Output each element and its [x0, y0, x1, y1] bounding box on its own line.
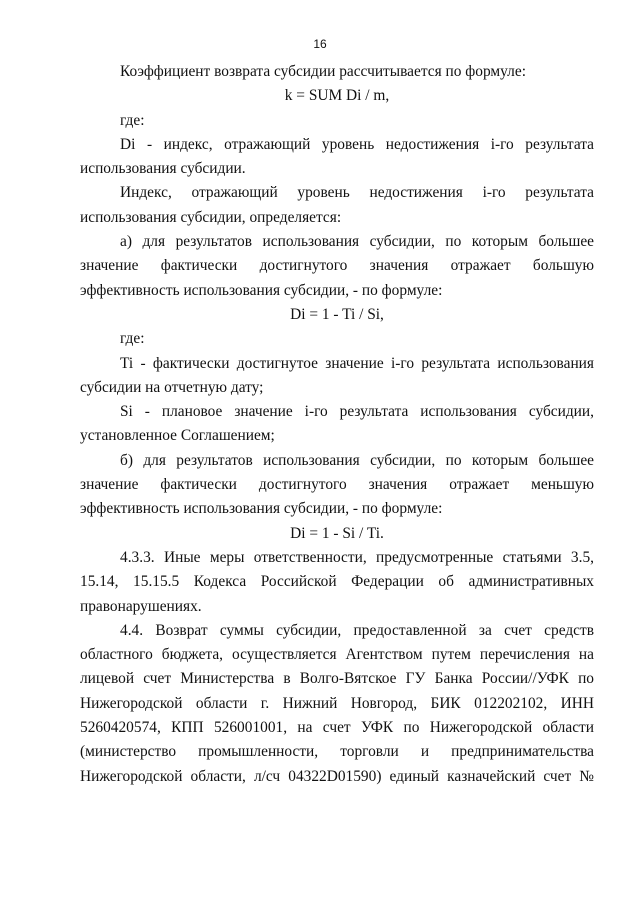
paragraph-where: где:	[120, 111, 145, 129]
document-body	[80, 60, 594, 789]
page-number: 16	[313, 37, 327, 51]
paragraph-4-4: 4.4. Возврат суммы субсидии, предоставленной за счет средств областного бюджета, осуществляется Агентством путем перечисления на лицевой счет Министерства в Волго-Вятское ГУ Банка России//УФК по Нижегородской области г. Нижний Новгород, БИК 012202102, ИНН 5260420574, КПП 526001001, на счет УФК по Нижегородской области (министерство промышленности, торговли и предпринимательства Нижегородской области, л/сч 04322D01590) единый казначейский счет №	[80, 621, 594, 785]
paragraph-di-definition: Di - индекс, отражающий уровень недостижения i-го результата использования субсидии.	[80, 135, 594, 178]
paragraph-si-definition: Si - плановое значение i-го результата использования субсидии, установленное Соглашением;	[80, 403, 594, 445]
paragraph-case-b: б) для результатов использования субсидии, по которым большее значение фактически достигнутого значения отражает меньшую эффективность использования субсидии, - по формуле:	[80, 451, 594, 518]
formula-di-a: Di = 1 - Ti / Si,	[290, 305, 384, 323]
paragraph-where-2: где:	[120, 330, 145, 348]
paragraph-4-3-3: 4.3.3. Иные меры ответственности, предусмотренные статьями 3.5, 15.14, 15.15.5 Кодекса Российской Федерации об административных правонарушениях.	[80, 548, 594, 615]
formula-di-b: Di = 1 - Si / Ti.	[290, 524, 384, 542]
paragraph-case-a: а) для результатов использования субсидии, по которым большее значение фактически достигнутого значения отражает большую эффективность использования субсидии, - по формуле:	[80, 233, 594, 299]
formula-k: k = SUM Di / m,	[284, 87, 390, 105]
paragraph-formula-intro: Коэффициент возврата субсидии рассчитывается по формуле:	[120, 63, 526, 80]
paragraph-ti-definition: Ti - фактически достигнутое значение i-го результата использования субсидии на отчетную дату;	[80, 354, 594, 396]
paragraph-index-definition: Индекс, отражающий уровень недостижения i-го результата использования субсидии, определяется:	[80, 184, 594, 226]
